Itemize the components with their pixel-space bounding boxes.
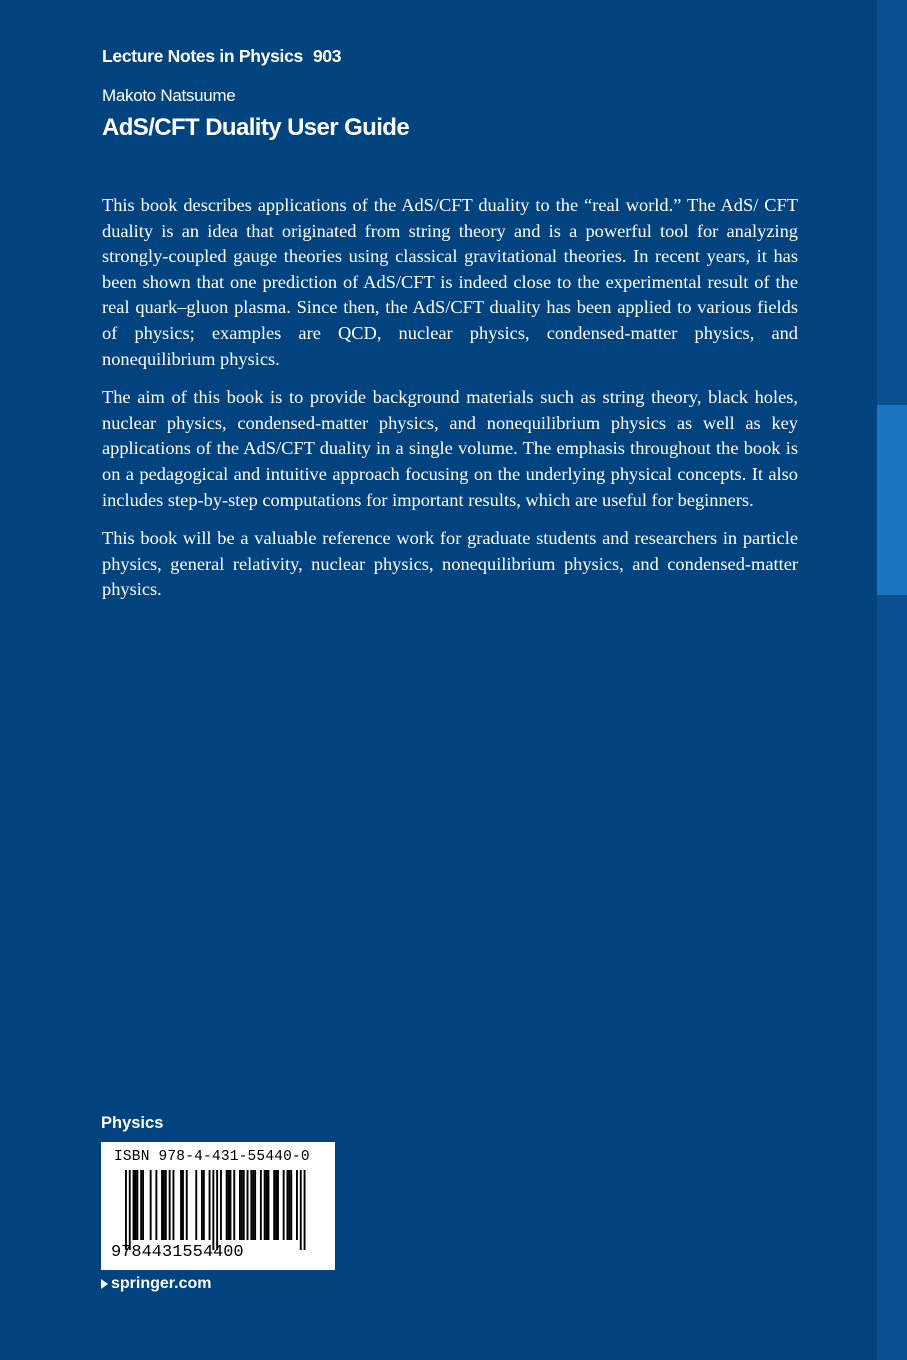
barcode-bar — [133, 1170, 135, 1240]
springer-link[interactable] — [101, 1275, 211, 1293]
description — [102, 193, 798, 616]
barcode-bar — [277, 1170, 279, 1240]
barcode-bar — [254, 1170, 256, 1240]
barcode-bar — [220, 1170, 222, 1240]
ean-digits: 9784431554400 — [111, 1243, 244, 1262]
barcode-bar — [150, 1170, 152, 1240]
barcode-bar — [142, 1170, 144, 1240]
barcode-bar — [252, 1170, 254, 1240]
barcode-bar — [136, 1170, 138, 1240]
url-text: springer.com — [111, 1275, 212, 1292]
series-line — [102, 46, 341, 67]
barcode-bar — [212, 1170, 214, 1250]
paragraph-3: This book will be a valuable reference work for graduate students and researchers in particle physics, general relativity, nuclear physics, nonequilibrium physics, and condensed-matter physics. — [102, 528, 798, 600]
arrow-right-icon — [101, 1279, 108, 1289]
barcode-bar — [195, 1170, 197, 1240]
barcode-bar — [233, 1170, 235, 1240]
barcode-bar — [203, 1170, 205, 1240]
barcode-bar — [287, 1170, 289, 1240]
barcode-bar — [226, 1170, 228, 1240]
barcode-bar — [264, 1170, 266, 1240]
barcode-bar — [165, 1170, 167, 1240]
barcode-bar — [216, 1170, 218, 1250]
barcode-bar — [173, 1170, 175, 1240]
barcode-bar — [125, 1170, 127, 1250]
barcode-bar — [243, 1170, 245, 1240]
barcode-bar — [155, 1170, 157, 1240]
paragraph-2: The aim of this book is to provide background materials such as string theory, black holes, nuclear physics, condensed-matter physics, and nonequilibrium physics as well as key applications of the AdS/CFT duality in a single volume. The emphasis throughout the book is on a pedagogical and intuitive approach focusing on the underlying physical concepts. It also includes step-by-step computations for important results, which are useful for beginners. — [102, 387, 798, 510]
author-name: Makoto Natsuume — [102, 86, 236, 105]
barcode-bar — [228, 1170, 230, 1240]
barcode-bar — [273, 1170, 275, 1240]
barcode-bar — [186, 1170, 188, 1240]
barcode-bar — [140, 1170, 142, 1240]
barcode-bar — [300, 1170, 302, 1250]
series-name: Lecture Notes in Physics — [102, 46, 303, 66]
barcode-bar — [250, 1170, 252, 1240]
barcode-bar — [247, 1170, 249, 1240]
barcode-bar — [161, 1170, 163, 1240]
barcode-bar — [275, 1170, 277, 1240]
barcode-bar — [182, 1170, 184, 1240]
paragraph-1: This book describes applications of the AdS/CFT duality to the “real world.” The AdS/ CFT duality is an idea that originated from string theory and is a powerful tool for analyzing strongly-coupled gauge theories using classical gravitational theories. In recent years, it has been shown that one prediction of AdS/CFT is indeed close to the experimental result of the real quark–gluon plasma. Since then, the AdS/CFT duality has been applied to various fields of physics; examples are QCD, nuclear physics, condensed-matter physics, and nonequilibrium physics. — [102, 195, 798, 369]
barcode-bar — [169, 1170, 171, 1240]
book-title: AdS/CFT Duality User Guide — [102, 114, 410, 141]
barcode-bar — [268, 1170, 270, 1240]
barcode-bar — [129, 1170, 131, 1250]
barcode-box — [101, 1142, 335, 1270]
spine-accent — [877, 405, 907, 595]
barcode-bar — [180, 1170, 182, 1240]
barcode-bar — [260, 1170, 262, 1240]
barcode-bar — [209, 1170, 211, 1240]
barcode-bar — [241, 1170, 243, 1240]
barcode-bar — [283, 1170, 285, 1240]
barcode-bar — [290, 1170, 292, 1240]
barcode-bar — [266, 1170, 268, 1240]
barcode-bar — [304, 1170, 306, 1250]
barcode-bar — [288, 1170, 290, 1240]
barcode-bar — [296, 1170, 298, 1240]
barcode-bar — [163, 1170, 165, 1240]
subject-label: Physics — [101, 1114, 164, 1132]
series-number: 903 — [312, 46, 342, 66]
barcode-bar — [135, 1170, 137, 1240]
isbn-label: ISBN 978-4-431-55440-0 — [114, 1149, 310, 1165]
barcode-bar — [230, 1170, 232, 1240]
barcode-bar — [201, 1170, 203, 1240]
spine-strip — [877, 0, 907, 1360]
barcode-bar — [239, 1170, 241, 1240]
